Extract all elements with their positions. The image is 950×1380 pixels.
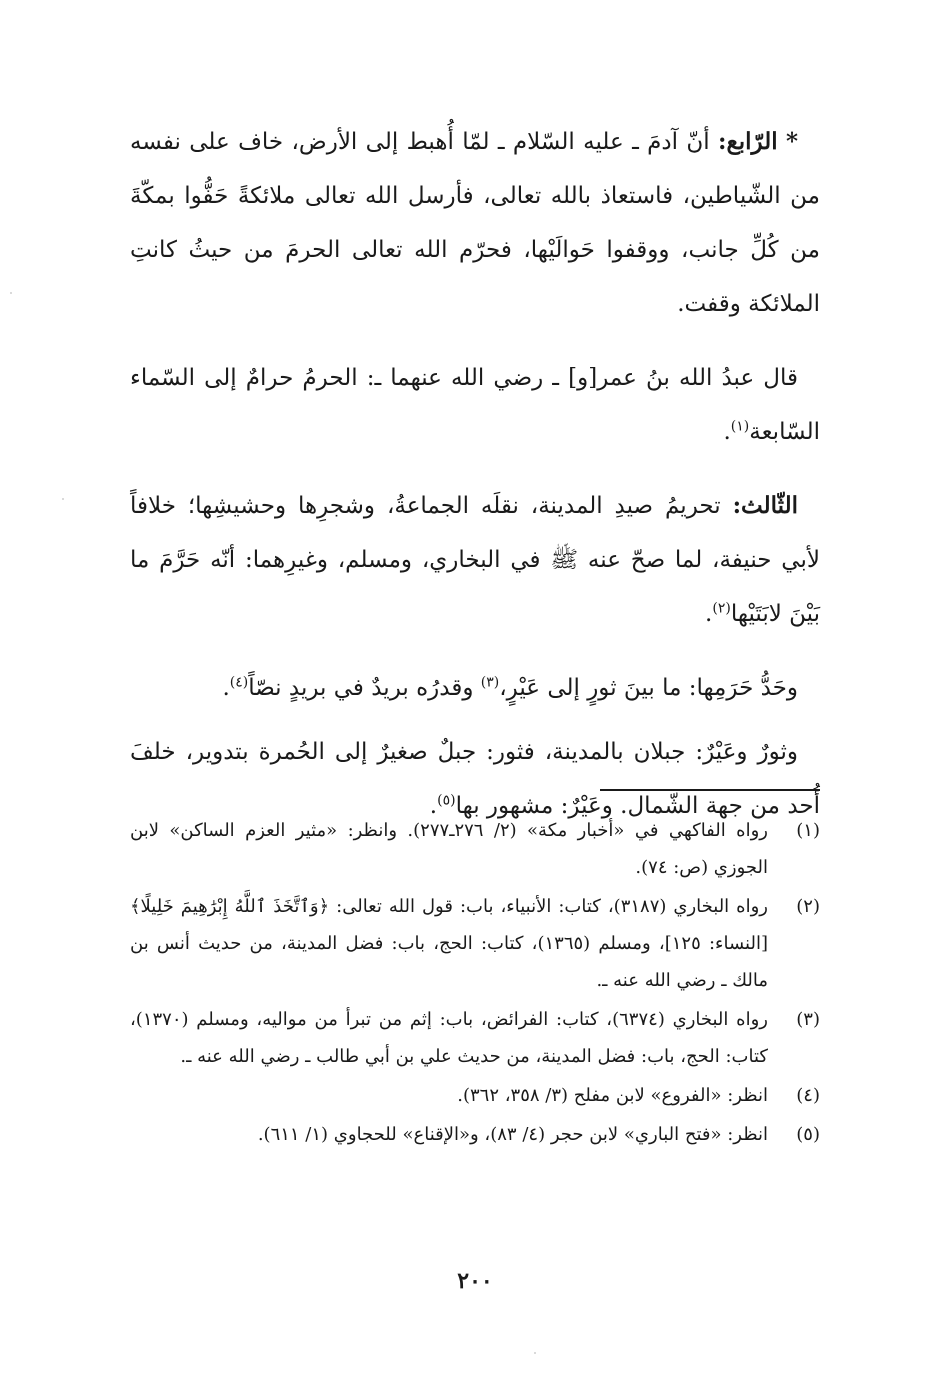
footnote-text: انظر: «فتح الباري» لابن حجر (٤/ ٨٣)، و«الإقناع» للحجاوي (١/ ٦١١). <box>257 1124 768 1145</box>
paragraph-heading: الثّالث: <box>732 492 798 519</box>
footnote-ref[interactable]: (٥) <box>437 792 456 809</box>
footnote-text: رواه الفاكهي في «أخبار مكة» (٢/ ٢٧٦ـ٢٧٧). وانظر: «مثير العزم الساكن» لابن الجوزي (ص: ٧٤). <box>130 820 768 878</box>
footnote-separator <box>600 789 820 791</box>
main-text <box>130 115 820 853</box>
footnote-ref[interactable]: (٣) <box>480 674 500 691</box>
footnote-item <box>130 812 820 886</box>
footnote-number: (٢) <box>796 896 820 917</box>
paragraph-text: أنّ آدمَ ـ عليه السّلام ـ لمّا أُهبط إلى الأرض، خاف على نفسه من الشّياطين، فاستعاذ بالله تعالى، فأرسل الله تعالى ملائكةً حَفُّوا بمكّةَ من كُلِّ جانب، ووقفوا حَوالَيْها، فحرّم الله تعالى الحرمَ من حيثُ كانتِ الملائكة وقفت. <box>130 129 820 317</box>
footnote-ref[interactable]: (١) <box>730 418 750 435</box>
paragraph-text: قال عبدُ الله بنُ عمر[و] ـ رضي الله عنهما ـ: الحرمُ حرامٌ إلى السّماء السّابعة <box>130 365 820 445</box>
footnote-item <box>130 1116 820 1153</box>
page-number: ٢٠٠ <box>457 1268 493 1294</box>
footnote-text: رواه البخاري (٣١٨٧)، كتاب: الأنبياء، باب: قول الله تعالى: ﴿وَٱتَّخَذَ ٱللَّهُ إِبْرَٰهِيمَ خَلِيلًا﴾ [النساء: ١٢٥]، ومسلم (١٣٦٥)، كتاب: الحج، باب: فضل المدينة، من حديث أنس بن مالك ـ رضي الله عنه ـ. <box>130 896 768 991</box>
paragraph-text: وثورٌ وعَيْرٌ: جبلان بالمدينة، فثور: جبلٌ صغيرٌ إلى الحُمرة بتدوير، خلفَ أُحد من جهة الشّمال. وعَيْرٌ: مشهور بها <box>130 739 820 819</box>
footnote-number: (٣) <box>796 1009 820 1030</box>
paragraph-heading: الرّابع: <box>718 128 778 155</box>
footnote-ref[interactable]: (٢) <box>712 600 731 617</box>
scan-speck <box>10 292 12 294</box>
footnote-text: رواه البخاري (٦٣٧٤)، كتاب: الفرائض، باب: إثم من تبرأ من مواليه، ومسلم (١٣٧٠)، كتاب: الحج، باب: فضل المدينة، من حديث علي بن أبي طالب ـ رضي الله عنه ـ. <box>130 1009 768 1067</box>
paragraph-tail: . <box>723 419 731 445</box>
asterisk-marker: * <box>785 128 799 155</box>
paragraph-tail: . <box>222 675 230 701</box>
scan-speck <box>534 1352 536 1354</box>
paragraph-text-2: وقدرُه بريدٌ في بريدٍ نصّاً <box>248 675 481 701</box>
footnote-ref[interactable]: (٤) <box>229 674 249 691</box>
paragraph-ibn-umar <box>130 351 820 459</box>
footnote-item <box>130 1001 820 1075</box>
footnotes <box>130 812 820 1155</box>
footnote-item <box>130 1077 820 1114</box>
footnote-number: (٤) <box>796 1085 820 1106</box>
paragraph-third <box>130 479 820 641</box>
scan-speck <box>62 498 64 500</box>
footnote-item <box>130 888 820 999</box>
footnote-number: (٥) <box>796 1124 820 1145</box>
paragraph-tail: . <box>429 793 438 819</box>
footnote-text: انظر: «الفروع» لابن مفلح (٣/ ٣٥٨، ٣٦٢). <box>457 1085 768 1106</box>
paragraph-text: وحَدُّ حَرَمِها: ما بينَ ثورٍ إلى عَيْرٍ، <box>499 675 798 701</box>
paragraph-haram-limits <box>130 661 820 715</box>
paragraph-fourth <box>130 115 820 331</box>
footnote-number: (١) <box>796 820 820 841</box>
paragraph-tail: . <box>705 601 713 627</box>
paragraph-text: تحريمُ صيدِ المدينة، نقلَه الجماعةُ، وشجرِها وحشيشِها؛ خلافاً لأبي حنيفة، لما صحّ عنه ﷺ في البخاري، ومسلم، وغيرِهما: أنّه حَرَّمَ ما بَيْنَ لابَتَيْها <box>130 493 820 627</box>
